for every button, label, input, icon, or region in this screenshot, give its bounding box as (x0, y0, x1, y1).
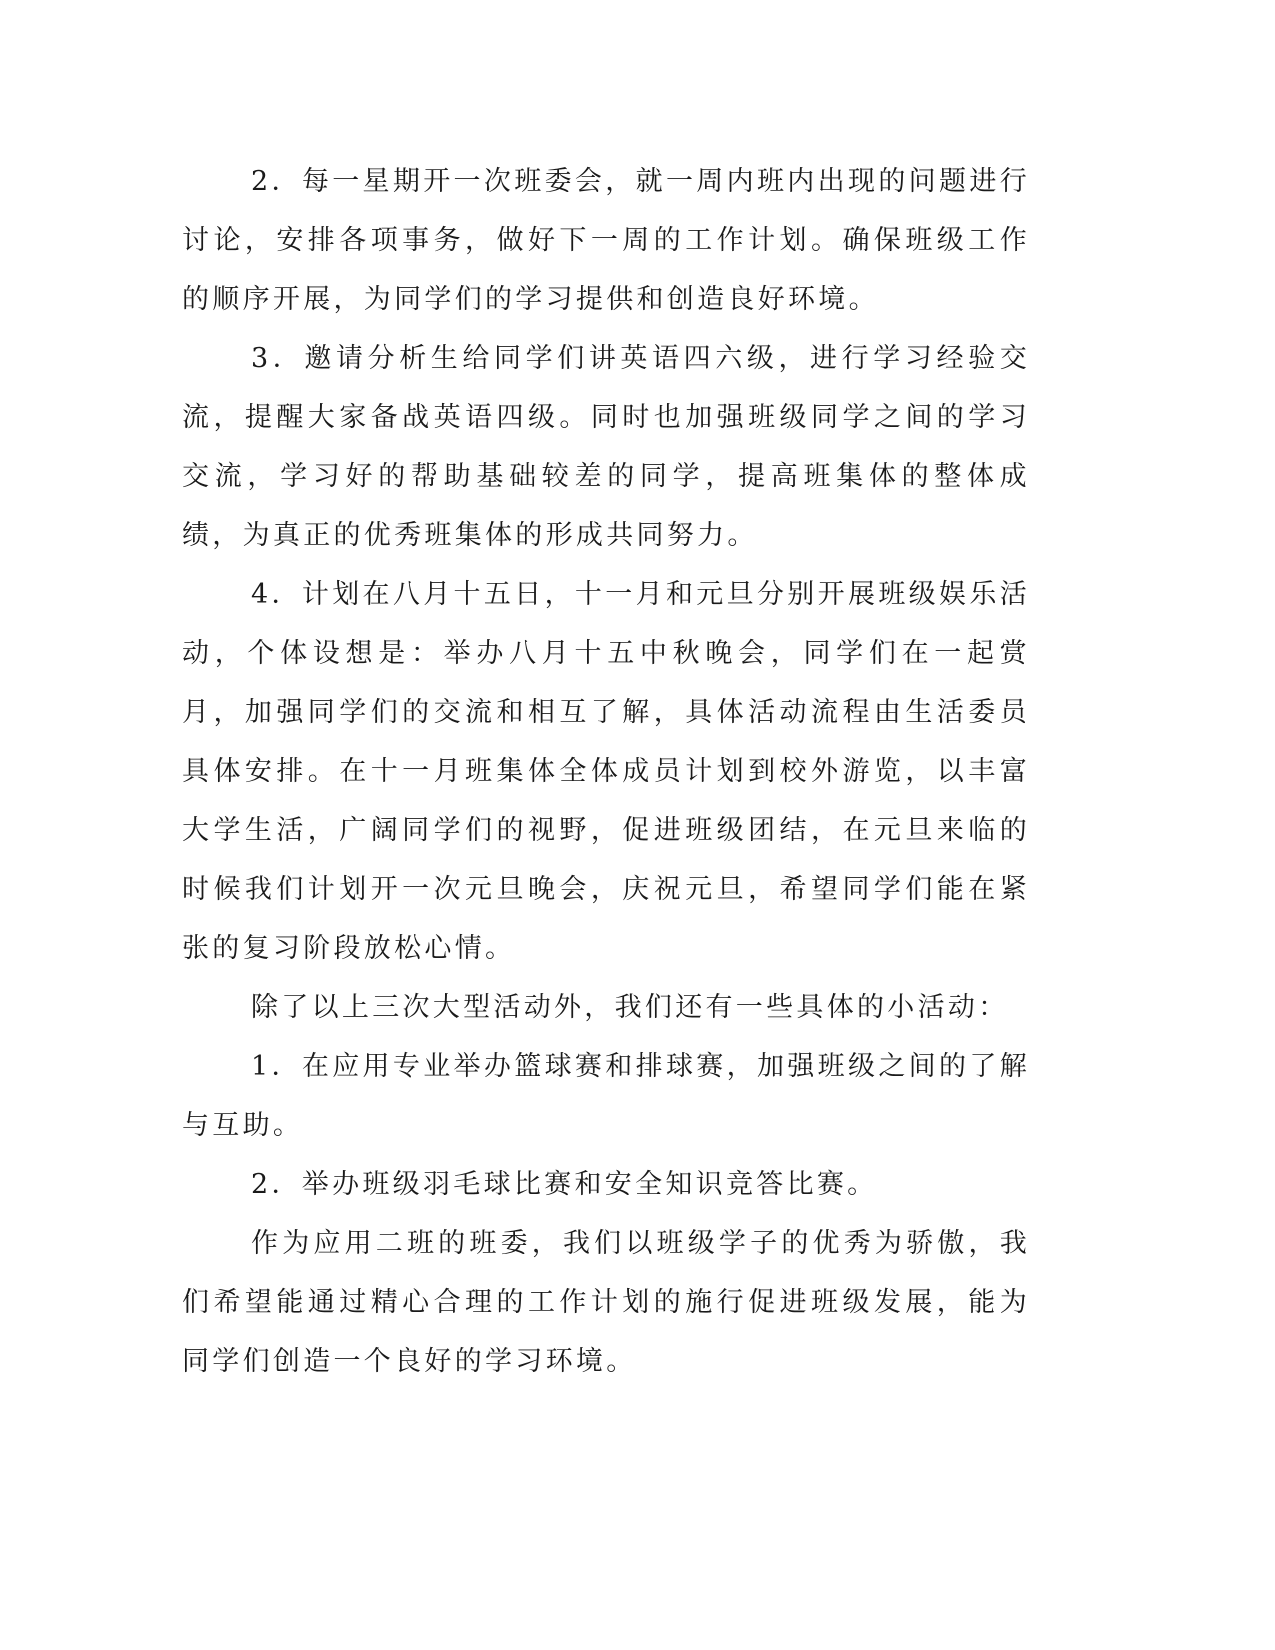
document-page (182, 152, 1030, 1391)
paragraph-badminton-quiz: 2．举办班级羽毛球比赛和安全知识竞答比赛。 (251, 1169, 878, 1200)
paragraph-entertainment-activities: 4．计划在八月十五日，十一月和元旦分别开展班级娱乐活动，个体设想是：举办八月十五中秋晚会，同学们在一起赏月，加强同学们的交流和相互了解，具体活动流程由生活委员具体安排。在十一月班集体全体成员计划到校外游览，以丰富大学生活，广阔同学们的视野，促进班级团结，在元旦来临的时候我们计划开一次元旦晚会，庆祝元旦，希望同学们能在紧张的复习阶段放松心情。 (182, 579, 1030, 964)
paragraph-ball-games: 1．在应用专业举办篮球赛和排球赛，加强班级之间的了解与互助。 (182, 1051, 1030, 1141)
paragraph-conclusion: 作为应用二班的班委，我们以班级学子的优秀为骄傲，我们希望能通过精心合理的工作计划的施行促进班级发展，能为同学们创造一个良好的学习环境。 (182, 1228, 1030, 1377)
paragraph-english-exchange: 3．邀请分析生给同学们讲英语四六级，进行学习经验交流，提醒大家备战英语四级。同时也加强班级同学之间的学习交流，学习好的帮助基础较差的同学，提高班集体的整体成绩，为真正的优秀班集体的形成共同努力。 (182, 343, 1030, 551)
paragraph-weekly-meeting: 2．每一星期开一次班委会，就一周内班内出现的问题进行讨论，安排各项事务，做好下一周的工作计划。确保班级工作的顺序开展，为同学们的学习提供和创造良好环境。 (182, 166, 1030, 315)
paragraph-small-activities-intro: 除了以上三次大型活动外，我们还有一些具体的小活动： (251, 992, 1009, 1023)
